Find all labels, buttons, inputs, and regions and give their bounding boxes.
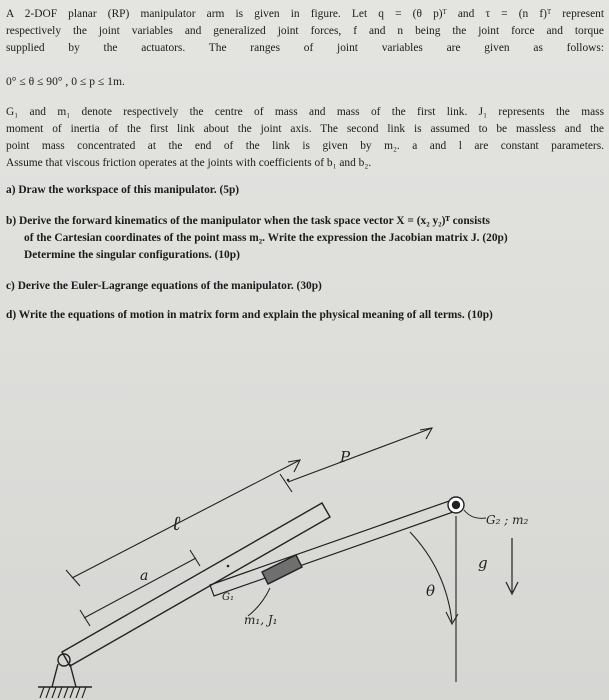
- dim-p-tick: [280, 474, 292, 492]
- definition-line: point mass concentrated at the end of the link is given by m₂. a and l are constant parameters.: [6, 140, 604, 152]
- label-l: ℓ: [172, 511, 181, 535]
- question-line: of the Cartesian coordinates of the point mass m₂. Write the expression the Jacobian matrix J. (20p): [24, 232, 508, 244]
- label-g1: G₁: [222, 592, 234, 603]
- label-theta: θ: [426, 582, 436, 600]
- question-d: [6, 307, 604, 324]
- link-1-sleeve: [62, 503, 330, 666]
- m1-leader: [248, 588, 270, 616]
- end-mass-dot: [453, 502, 460, 509]
- g2-leader: [464, 510, 486, 518]
- intro-line: supplied by the actuators. The ranges of joint variables are given as follows:: [6, 42, 604, 54]
- question-b: [6, 213, 604, 264]
- question-line: a) Draw the workspace of this manipulator. (5p): [6, 184, 240, 196]
- question-line: Determine the singular configurations. (10p): [24, 249, 240, 261]
- dot-mark: [227, 565, 230, 568]
- dot-mark: [287, 479, 290, 482]
- label-g2-m2: G₂ ; m₂: [486, 513, 529, 527]
- dim-l-line: [72, 460, 300, 578]
- label-p: P: [340, 448, 351, 466]
- dim-l-tick: [66, 570, 80, 586]
- definition-line: G₁ and m₁ denote respectively the centre of mass and mass of the first link. J₁ represents the mass: [6, 106, 604, 118]
- label-a: a: [140, 568, 149, 584]
- definition-line: moment of inertia of the first link about the joint axis. The second link is assumed to be massless and the: [6, 123, 604, 135]
- dim-p-arrow: [420, 428, 432, 439]
- manipulator-figure: [0, 420, 609, 700]
- dim-l-arrow: [288, 460, 300, 472]
- ground-hatch: [40, 687, 86, 698]
- question-c: [6, 278, 604, 295]
- label-m1-j1: m₁, J₁: [244, 613, 278, 627]
- question-line: c) Derive the Euler-Lagrange equations of the manipulator. (30p): [6, 280, 322, 292]
- label-g: g: [478, 554, 488, 572]
- question-line: b) Derive the forward kinematics of the manipulator when the task space vector X = (x₂ y₂)ᵀ consists: [6, 215, 490, 227]
- definitions-paragraph: [6, 104, 604, 172]
- problem-text: [6, 6, 604, 324]
- intro-paragraph: [6, 6, 604, 57]
- intro-line: respectively the joint variables and generalized joint forces, f and n being the joint force and torque: [6, 25, 604, 37]
- joint-ranges: 0° ≤ θ ≤ 90° , 0 ≤ p ≤ 1m.: [6, 75, 125, 88]
- dim-a-tick: [80, 610, 90, 626]
- dim-a-tick: [190, 550, 200, 566]
- dim-a-line: [84, 558, 196, 618]
- base-leg: [52, 664, 58, 687]
- question-line: d) Write the equations of motion in matrix form and explain the physical meaning of all terms. (10p): [6, 309, 493, 321]
- intro-line: A 2-DOF planar (RP) manipulator arm is given in figure. Let q = (θ p)ᵀ and τ = (n f)ᵀ represent: [6, 8, 604, 20]
- definition-line: Assume that viscous friction operates at the joints with coefficients of b₁ and b₂.: [6, 157, 372, 169]
- base-leg: [70, 664, 76, 687]
- dim-p-line: [288, 428, 432, 482]
- question-a: [6, 182, 604, 199]
- link-2-rod: [210, 500, 456, 596]
- theta-arc: [410, 532, 452, 622]
